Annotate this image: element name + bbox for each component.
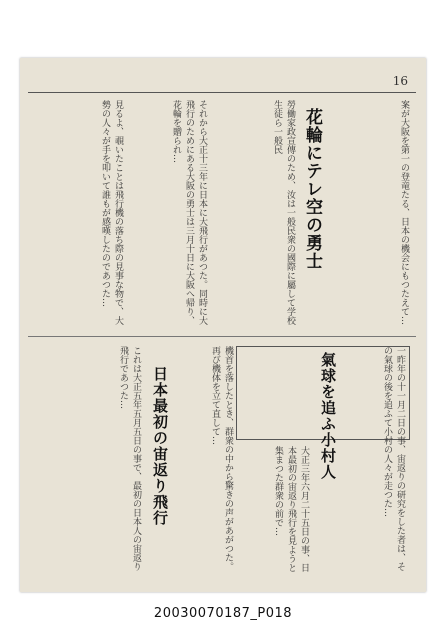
archive-caption: 20030070187_P018 — [153, 606, 293, 621]
page-number: 16 — [392, 74, 408, 88]
section-divider — [28, 336, 416, 337]
article-column: 案が大阪を第一の登竜たる、日本の機会にもつたえて… — [399, 100, 409, 325]
article-column: 大正三年六月二十五日の事、日本最初の宙返り飛行を見ようと集まつた群衆の前で… — [273, 446, 309, 572]
headline-flowers-hero: 花輪にテレ空の勇士 — [302, 108, 322, 270]
article-column: 一昨年の十一月二日の事、宙返りの研究をした者は、その氣球の後を追ふて小村の人々が走つた… — [382, 346, 405, 571]
header-rule — [28, 92, 416, 93]
headline-first-flight: 日本最初の宙返り飛行 — [151, 366, 169, 526]
article-column: それから大正十三年に日本に大飛行があつた。同時に大飛行のためにある大阪の勇士は三月十日に大阪へ帰り、花輪を贈られ… — [171, 100, 207, 325]
headline-balloon-village: 氣球を追ふ小村人 — [319, 352, 337, 480]
article-column: これは大正五年五月五日の事で、最初の日本人の宙返り飛行であつた… — [118, 346, 141, 571]
article-column: 機首を落したとき、群衆の中から驚きの声があがつた。再び機体を立て直して… — [210, 346, 233, 571]
article-column: 見るよ、覗いたことは飛行機の落ち際の見事な物で、大勢の人々が手を叩いて誰もが感嘆したのであつた… — [100, 100, 123, 325]
article-column: 勞働家政宣傳のため、汝は一般民衆の國際に屬して学校生徒ら一般民 — [272, 100, 295, 325]
